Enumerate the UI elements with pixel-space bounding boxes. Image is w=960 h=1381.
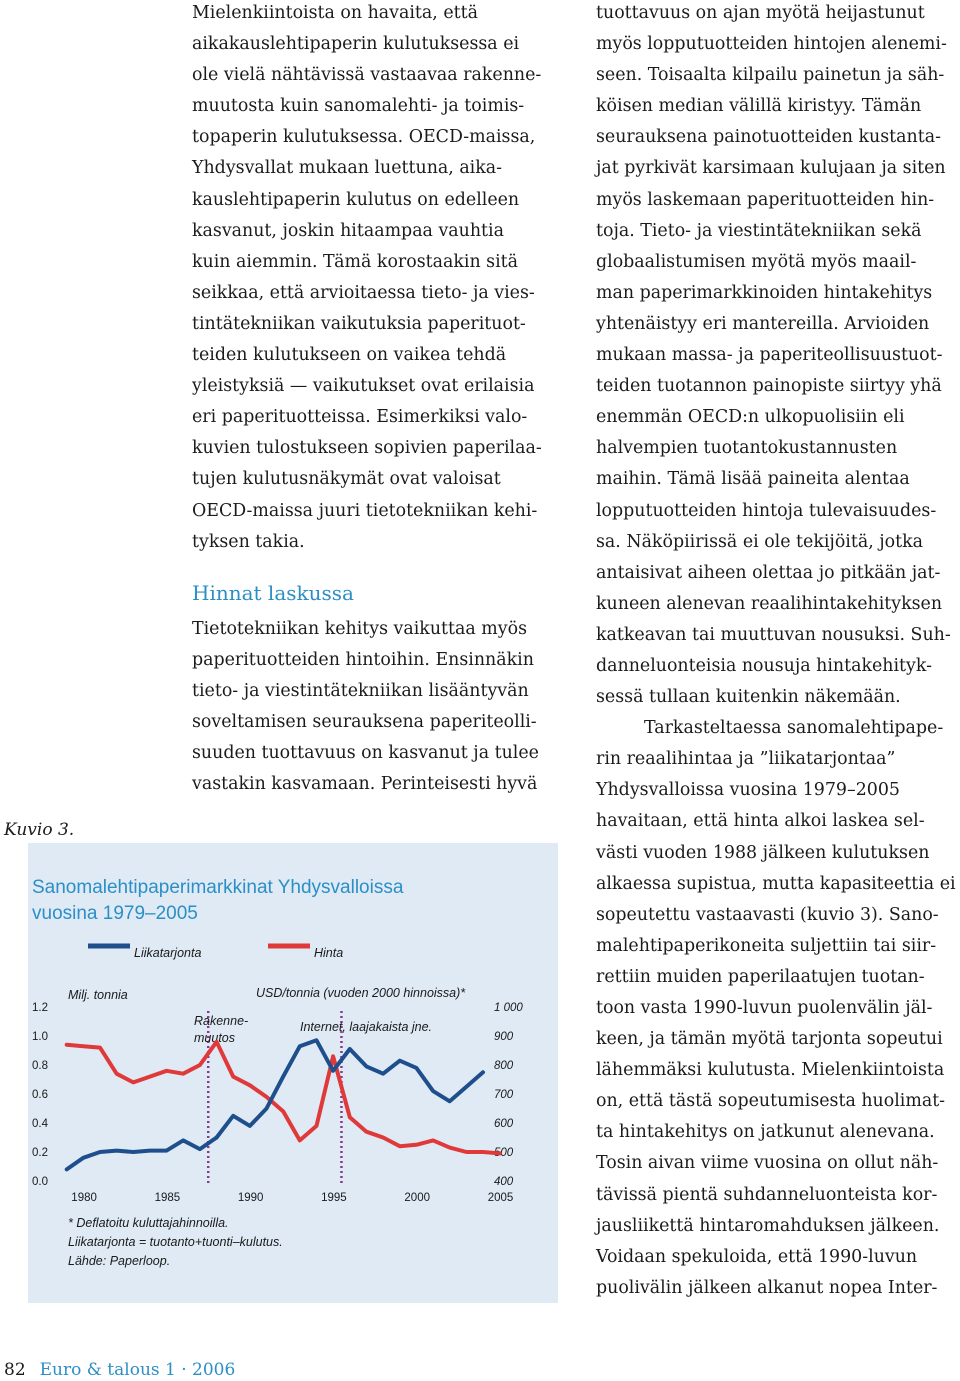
- section-heading: Hinnat laskussa: [192, 580, 354, 605]
- text-column-right: [596, 0, 960, 1304]
- x-tick-label: 1980: [71, 1192, 97, 1204]
- chart-title: Sanomalehtipaperimarkkinat Yhdysvalloissa: [32, 877, 404, 898]
- series-line: [67, 1138, 217, 1170]
- right-axis-unit: USD/tonnia (vuoden 2000 hinnoissa)*: [256, 986, 466, 1000]
- chart: [28, 843, 558, 1303]
- right-tick-label: 1 000: [494, 1002, 523, 1014]
- paragraph: tuottavuus on ajan myötä heijastunut myös lopputuotteiden hintojen alenemi- seen. Toisaalta kilpailu painetun ja säh- köisen median välillä kiristyy. Tämän seurauksena painotuotteiden kustanta- jat pyrkivät karsimaan kulujaan ja siten myös laskemaan paperituotteiden hin- toja. Tieto- ja viestintätekniikan sekä globaalistumisen myötä myös maail- man paperimarkkinoiden hintakehitys yhtenäistyy eri mantereilla. Arvioiden mukaan massa- ja paperiteollisuustuot- teiden tuotannon painopiste siirtyy yhä enemmän OECD:n ulkopuolisiin eli halvempien tuotantokustannusten maihin. Tämä lisää paineita alentaa lopputuotteiden hintoja tulevaisuudes- sa. Näköpiirissä ei ole tekijöitä, jotka antaisivat aiheen olettaa jo pitkään jat- kuneen alenevan reaalihintakehityksen katkeavan tai muuttuvan nousuksi. Suh- danneluonteisia nousuja hintakehityk- sessä tullaan kuitenkin näkemään.: [596, 3, 951, 708]
- left-tick-label: 1.2: [32, 1002, 48, 1014]
- chart-note: * Deflatoitu kuluttajahinnoilla.: [68, 1216, 229, 1230]
- right-tick-label: 800: [494, 1060, 514, 1072]
- page-number: 82: [4, 1360, 26, 1380]
- chart-note: Liikatarjonta = tuotanto+tuonti–kulutus.: [68, 1235, 283, 1249]
- x-tick-label: 1995: [321, 1192, 347, 1204]
- right-tick-label: 500: [494, 1147, 514, 1159]
- x-tick-label: 1985: [154, 1192, 181, 1204]
- legend-label: Liikatarjonta: [134, 946, 202, 960]
- right-tick-label: 600: [494, 1118, 514, 1130]
- chart-panel: [28, 843, 558, 1303]
- right-tick-label: 400: [494, 1176, 514, 1188]
- left-tick-label: 0.8: [32, 1060, 48, 1072]
- publication-name: Euro & talous 1 · 2006: [39, 1360, 236, 1380]
- page-footer: [4, 1360, 235, 1380]
- right-tick-label: 700: [494, 1089, 514, 1101]
- left-tick-label: 0.0: [32, 1176, 48, 1188]
- annotation-structural-change: Rakenne-: [194, 1014, 249, 1028]
- x-tick-label: 1990: [237, 1192, 264, 1204]
- left-tick-label: 0.2: [32, 1147, 48, 1159]
- x-tick-label: 2000: [404, 1192, 431, 1204]
- paragraph: Tietotekniikan kehitys vaikuttaa myös paperituotteiden hintoihin. Ensinnäkin tieto- ja viestintätekniikan lisääntyvän soveltamisen seurauksena paperiteolli- suuden tuottavuus on kasvanut ja tulee vastakin kasvamaan. Perinteisesti hyvä: [192, 618, 539, 795]
- annotation-structural-change: muutos: [194, 1031, 235, 1045]
- series-line: [67, 1042, 500, 1154]
- chart-subtitle: vuosina 1979–2005: [32, 903, 198, 924]
- text-column-middle: [192, 0, 562, 800]
- paragraph: Tarkasteltaessa sanomalehtipape- rin reaalihintaa ja ”liikatarjontaa” Yhdysvalloissa vuosina 1979–2005 havaitaan, että hinta alkoi laskea sel- västi vuoden 1988 jälkeen kulutuksen alkaessa supistua, mutta kapasiteettia ei sopeutettu vastaavasti (kuvio 3). Sano- malehtipaperikoneita suljettiin tai siir- rettiin muiden paperilaatujen tuotan- toon vasta 1990-luvun puolenvälin jäl- keen, ja tämän myötä tarjonta sopeutui lähemmäksi kulutusta. Mielenkiintoista on, että tästä sopeutumisesta huolimat- ta hintakehitys on jatkunut alenevana. Tosin aivan viime vuosina on ollut näh- tävissä pientä suhdanneluonteista kor- jausliikettä hintaromahduksen jälkeen. Voidaan spekuloida, että 1990-luvun puolivälin jälkeen alkanut nopea Inter-: [596, 718, 956, 1298]
- figure-label: Kuvio 3.: [4, 820, 75, 840]
- left-tick-label: 0.4: [32, 1118, 48, 1130]
- annotation-internet: Internet, laajakaista jne.: [300, 1020, 433, 1034]
- right-tick-label: 900: [494, 1031, 514, 1043]
- paragraph: Mielenkiintoista on havaita, että aikakauslehtipaperin kulutuksessa ei ole vielä nähtävissä vastaavaa rakenne- muutosta kuin sanomalehti- ja toimis- topaperin kulutuksessa. OECD-maissa, Yhdysvallat mukaan luettuna, aika- kauslehtipaperin kulutus on edelleen kasvanut, joskin hitaampaa vauhtia kuin aiemmin. Tämä korostaakin sitä seikkaa, että arvioitaessa tieto- ja vies- tintätekniikan vaikutuksia paperituot- teiden kulutukseen on vaikea tehdä yleistyksiä — vaikutukset ovat erilaisia eri paperituotteissa. Esimerkiksi valo- kuvien tulostukseen sopivien paperilaa- tujen kulutusnäkymät ovat valoisat OECD-maissa juuri tietotekniikan kehi- tyksen takia.: [192, 3, 542, 552]
- left-axis-unit: Milj. tonnia: [68, 988, 128, 1002]
- left-tick-label: 0.6: [32, 1089, 48, 1101]
- legend-label: Hinta: [314, 946, 344, 960]
- left-tick-label: 1.0: [32, 1031, 48, 1043]
- x-tick-label: 2005: [487, 1192, 514, 1204]
- chart-note: Lähde: Paperloop.: [68, 1254, 171, 1268]
